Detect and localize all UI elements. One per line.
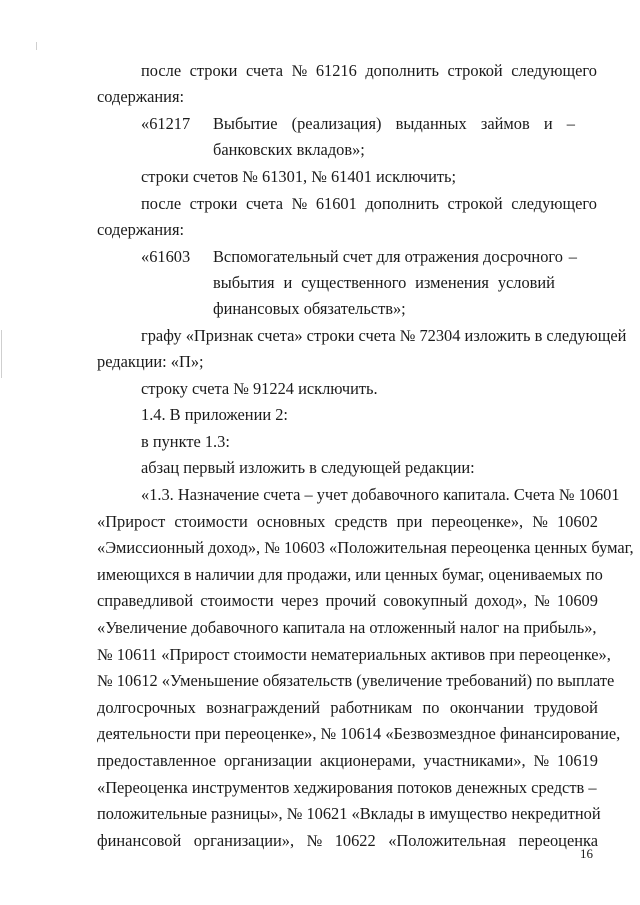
word: вознаграждений [206,697,321,717]
text-line [213,114,575,134]
text-line: «Переоценка инструментов хеджирования потоков денежных средств – [97,777,597,797]
text-line [141,61,597,81]
word: основных [256,511,326,531]
word: 10622 [334,830,376,850]
text-line: содержания: [97,87,185,106]
word: изменения [415,273,489,292]
scan-corner-mark [36,42,37,50]
text-line: строку счета № 91224 исключить. [141,379,378,398]
text-line [213,247,577,267]
word: займов [480,114,530,133]
scan-margin-mark [1,330,2,378]
word: Вспомогательный счет для отражения досрочного [213,247,563,266]
text-line: в пункте 1.3: [141,432,230,451]
word: при [396,511,423,531]
word: организации [223,751,312,770]
word: – [568,247,577,266]
word: совокупный [383,591,468,611]
word: трудовой [534,697,598,717]
word: – [566,114,575,133]
word: выданных [395,114,467,133]
word: существенного [301,273,407,292]
word: № [291,61,308,80]
word: справедливой [97,591,194,611]
text-line: банковских вкладов»; [213,140,365,159]
text-line: положительные разницы», № 10621 «Вклады в имущество некредитной [97,804,601,824]
word: по [422,697,440,717]
word: после [141,61,182,80]
word: 10602 [556,511,598,531]
word: финансовой [97,830,182,850]
word: прочий [325,591,377,611]
text-line: абзац первый изложить в следующей редакции: [141,458,475,477]
text-line: содержания: [97,220,185,239]
text-line: деятельности при переоценке», № 10614 «Безвозмездное финансирование, [97,724,621,744]
text-line [97,591,598,611]
text-line [97,751,598,771]
word: окончании [449,697,524,717]
word: № [306,830,323,850]
text-line [97,831,598,851]
text-line [141,194,597,214]
word: долгосрочных [97,697,196,717]
word: № [534,591,550,611]
word: стоимости [200,591,274,611]
word: организации», [193,830,295,850]
word: переоценке», [431,511,524,531]
word: 61216 [315,61,357,80]
text-line: финансовых обязательств»; [213,299,406,318]
word: через [280,591,319,611]
text-line [97,698,598,718]
word: строки [189,194,238,213]
word: дополнить [365,61,439,80]
word: переоценка [518,830,598,850]
text-line [213,273,555,293]
text-line: «Эмиссионный доход», № 10603 «Положительная переоценка ценных бумаг, [97,538,634,558]
word: выбытия [213,273,275,292]
word: (реализация) [291,114,382,133]
word: Выбытие [213,114,278,133]
text-line: строки счетов № 61301, № 61401 исключить; [141,167,457,186]
word: «Прирост [97,511,166,531]
text-line: имеющихся в наличии для продажи, или ценных бумаг, оцениваемых по [97,564,603,584]
word: счета [245,194,284,213]
word: № [532,511,548,531]
word: 61601 [315,194,357,213]
page-number: 16 [580,846,593,861]
text-line: графу «Признак счета» строки счета № 72304 изложить в следующей [141,326,627,345]
word: стоимости [174,511,248,531]
word: после [141,194,182,213]
word: «Положительная [388,830,506,850]
text-line [97,512,598,532]
word: 10609 [556,591,598,611]
word: предоставленное [97,751,217,770]
word: строки [189,61,238,80]
account-code: «61217 [141,114,191,133]
word: № [533,751,550,770]
word: 10619 [556,751,598,770]
word: строкой [447,61,503,80]
word: счета [245,61,284,80]
word: следующего [511,194,597,213]
word: средств [334,511,388,531]
text-line: «1.3. Назначение счета – учет добавочного капитала. Счета № 10601 [141,485,620,504]
word: следующего [511,61,597,80]
text-line: № 10612 «Уменьшение обязательств (увеличение требований) по выплате [97,671,615,691]
word: доход», [474,591,527,611]
word: дополнить [365,194,439,213]
word: и [543,114,553,133]
section-heading: 1.4. В приложении 2: [141,405,288,424]
word: № [291,194,308,213]
word: участниками», [423,751,526,770]
word: работникам [330,697,413,717]
word: акционерами, [319,751,416,770]
word: условий [497,273,555,292]
text-line: «Увеличение добавочного капитала на отложенный налог на прибыль», [97,618,597,637]
account-code: «61603 [141,247,191,266]
text-line: редакции: «П»; [97,352,204,371]
word: и [283,273,293,292]
text-line: № 10611 «Прирост стоимости нематериальных активов при переоценке», [97,644,611,664]
word: строкой [447,194,503,213]
